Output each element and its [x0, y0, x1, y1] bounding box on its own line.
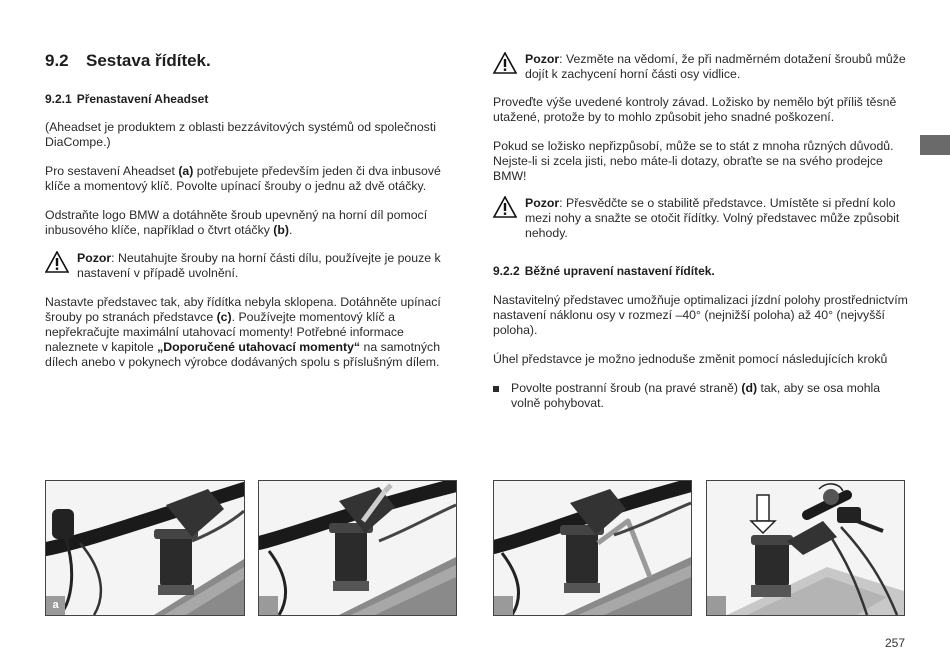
handlebar-stem-illustration [707, 481, 904, 615]
warning-triangle-icon [45, 251, 69, 273]
handlebar-stem-illustration [494, 481, 691, 615]
handlebar-stem-illustration [46, 481, 244, 615]
photo-label-b [259, 596, 278, 615]
chapter-reference: „Doporučené utahovací momenty“ [157, 340, 361, 354]
paragraph-stem-adjust: Nastavte představec tak, aby řídítka nebyla sklopena. Dotáhněte upínací šrouby po stranách představce (c). Používejte momentový klíč a nepřekračujte maximální utahovací momenty! Potřebné informace naleznete v kapitole „Doporučené utahovací momenty“ na samotných dílech anebo v pokynech výrobce dodávaných spolu s příslušným dílem. [45, 295, 441, 369]
photo-b [258, 480, 457, 616]
subsection-title: Běžné upravení nastavení řídítek. [524, 264, 715, 278]
subsection-heading-9-2-1 [45, 92, 453, 107]
subsection-title: Přenastavení Aheadset [76, 92, 209, 106]
ref-c: (c) [216, 310, 232, 324]
paragraph-steps-intro: Úhel představce je možno jednoduše změnit pomocí následujících kroků [493, 352, 888, 366]
photo-label-d [707, 596, 726, 615]
warning-triangle-icon [493, 196, 517, 218]
paragraph-checks: Proveďte výše uvedené kontroly závad. Ložisko by nemělo být příliš těsně utažené, protože by to mohlo způsobit jeho snadné poškození. [493, 95, 897, 124]
warning-box-3 [493, 196, 909, 241]
paragraph-aheadset-intro: (Aheadset je produktem z oblasti bezzávitových systémů od společnosti DiaCompe.) [45, 120, 436, 149]
handlebar-stem-illustration [259, 481, 456, 615]
warning-text-1: Pozor: Neutahujte šrouby na horní části dílu, používejte je pouze k nastavení v případě uvolnění. [77, 251, 441, 280]
list-item-loosen-bolt [493, 381, 909, 411]
bullet-square-icon [493, 386, 499, 392]
warning-triangle-icon [493, 52, 517, 74]
photo-d [706, 480, 905, 616]
ref-d: (d) [741, 381, 758, 395]
photo-c [493, 480, 692, 616]
warning-box-2 [493, 52, 909, 82]
paragraph-logo: Odstraňte logo BMW a dotáhněte šroub upevněný na horní díl pomocí inbusového klíče, například o čtvrt otáčky (b). [45, 208, 428, 237]
subsection-heading-9-2-2 [493, 264, 909, 279]
subsection-number: 9.2.1 [45, 92, 72, 106]
paragraph-tools: Pro sestavení Aheadset (a) potřebujete především jeden či dva inbusové klíče a momentový klíč. Povolte upínací šrouby o jednu až dvě otáčky. [45, 164, 441, 193]
warning-label: Pozor [525, 52, 560, 66]
section-title: Sestava řídítek. [86, 51, 211, 70]
paragraph-bearing: Pokud se ložisko nepřizpůsobí, může se to stát z mnoha různých důvodů. Nejste-li si zcela jisti, nebo máte-li dotazy, obraťte se na svého prodejce BMW! [493, 139, 894, 183]
page-number: 257 [884, 636, 905, 650]
photo-label-c [494, 596, 513, 615]
warning-text-2: Pozor: Vezměte na vědomí, že při nadměrném dotažení šroubů může dojít k zachycení horní části osy vidlice. [525, 52, 906, 81]
paragraph-adjustable-stem: Nastavitelný představec umožňuje optimalizaci jízdní polohy prostřednictvím nastavení náklonu osy v rozmezí –40° (nejnižší poloha) až 40° (nejvyšší poloha). [493, 293, 908, 337]
warning-label: Pozor [525, 196, 560, 210]
chapter-tab-marker [920, 135, 950, 155]
ref-a: (a) [178, 164, 194, 178]
section-heading [45, 50, 453, 72]
photo-label-a: a [46, 596, 65, 615]
warning-label: Pozor [77, 251, 112, 265]
right-column [493, 50, 909, 411]
warning-box-1 [45, 251, 453, 281]
subsection-number: 9.2.2 [493, 264, 520, 278]
left-column [45, 50, 453, 370]
section-number: 9.2 [45, 51, 69, 70]
list-item-text: Povolte postranní šroub (na pravé straně) (d) tak, aby se osa mohla volně pohybovat. [511, 381, 881, 410]
warning-text-3: Pozor: Přesvědčte se o stabilitě představce. Umístěte si přední kolo mezi nohy a snažte se otočit řídítky. Volný představec může způsobit nehody. [525, 196, 900, 240]
photo-a [45, 480, 245, 616]
ref-b: (b) [273, 223, 289, 237]
